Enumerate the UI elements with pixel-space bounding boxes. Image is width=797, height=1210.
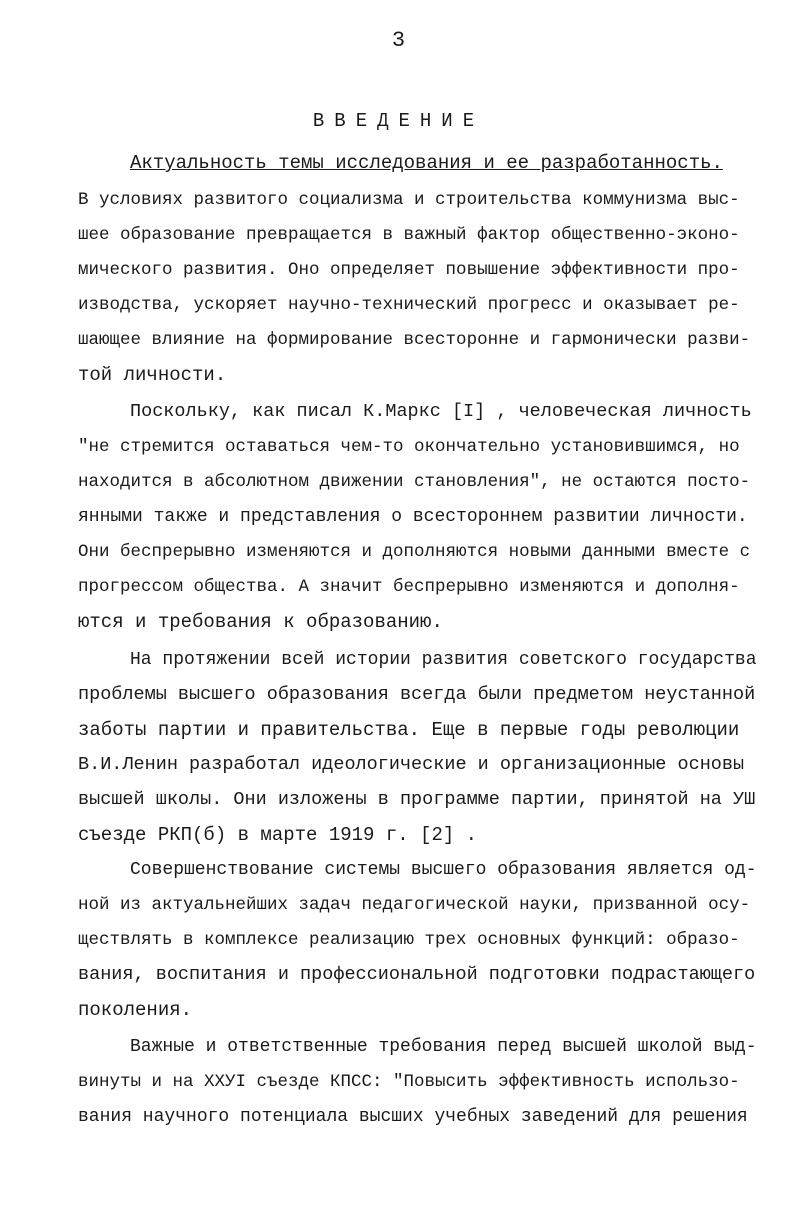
text-line: съезде РКП(б) в марте 1919 г. [2] . [78, 824, 478, 846]
text-line: шее образование превращается в важный фактор общественно-эконо- [78, 225, 740, 245]
text-line: Поскольку, как писал К.Маркс [I] , человеческая личность [130, 401, 752, 422]
text-line: Они беспрерывно изменяются и дополняются новыми данными вместе с [78, 542, 751, 562]
text-line: янными также и представления о всестороннем развитии личности. [78, 507, 748, 527]
text-line: вания, воспитания и профессиональной подготовки подрастающего [78, 964, 756, 985]
text-line: проблемы высшего образования всегда были предметом неустанной [78, 684, 756, 705]
text-line: мического развития. Оно определяет повышение эффективности про- [78, 260, 740, 280]
text-line: В условиях развитого социализма и строительства коммунизма выс- [78, 190, 740, 210]
text-line: "не стремится оставаться чем-то окончательно установившимся, но [78, 437, 740, 457]
text-line: изводства, ускоряет научно-технический прогресс и оказывает ре- [78, 295, 740, 315]
text-line: прогрессом общества. А значит беспрерывно изменяются и дополня- [78, 577, 740, 597]
text-line: вания научного потенциала высших учебных заведений для решения [78, 1107, 748, 1127]
text-line: той личности. [78, 364, 227, 386]
text-line: ются и требования к образованию. [78, 611, 443, 633]
text-line: заботы партии и правительства. Еще в первые годы революции [78, 719, 740, 741]
text-line: высшей школы. Они изложены в программе партии, принятой на УШ [78, 789, 756, 810]
text-line: шающее влияние на формирование всесторонне и гармонически разви- [78, 330, 751, 350]
text-line: винуты и на XXУI съезде КПСС: "Повысить эффективность использо- [78, 1072, 740, 1092]
page-number: 3 [391, 28, 406, 53]
text-line: находится в абсолютном движении становления", не остаются посто- [78, 472, 751, 492]
text-line: ной из актуальнейших задач педагогической науки, призванной осу- [78, 895, 751, 915]
text-line: Важные и ответственные требования перед высшей школой выд- [130, 1037, 757, 1057]
text-line: Совершенствование системы высшего образования является од- [130, 860, 757, 880]
text-line: поколения. [78, 999, 193, 1021]
text-line: На протяжении всей истории развития советского государства [130, 650, 757, 670]
text-line: В.И.Ленин разработал идеологические и организационные основы [78, 754, 745, 775]
section-heading: ВВЕДЕНИЕ [312, 110, 485, 132]
section-subheading: Актуальность темы исследования и ее разработанность. [130, 152, 723, 174]
text-line: ществлять в комплексе реализацию трех основных функций: образо- [78, 930, 740, 950]
